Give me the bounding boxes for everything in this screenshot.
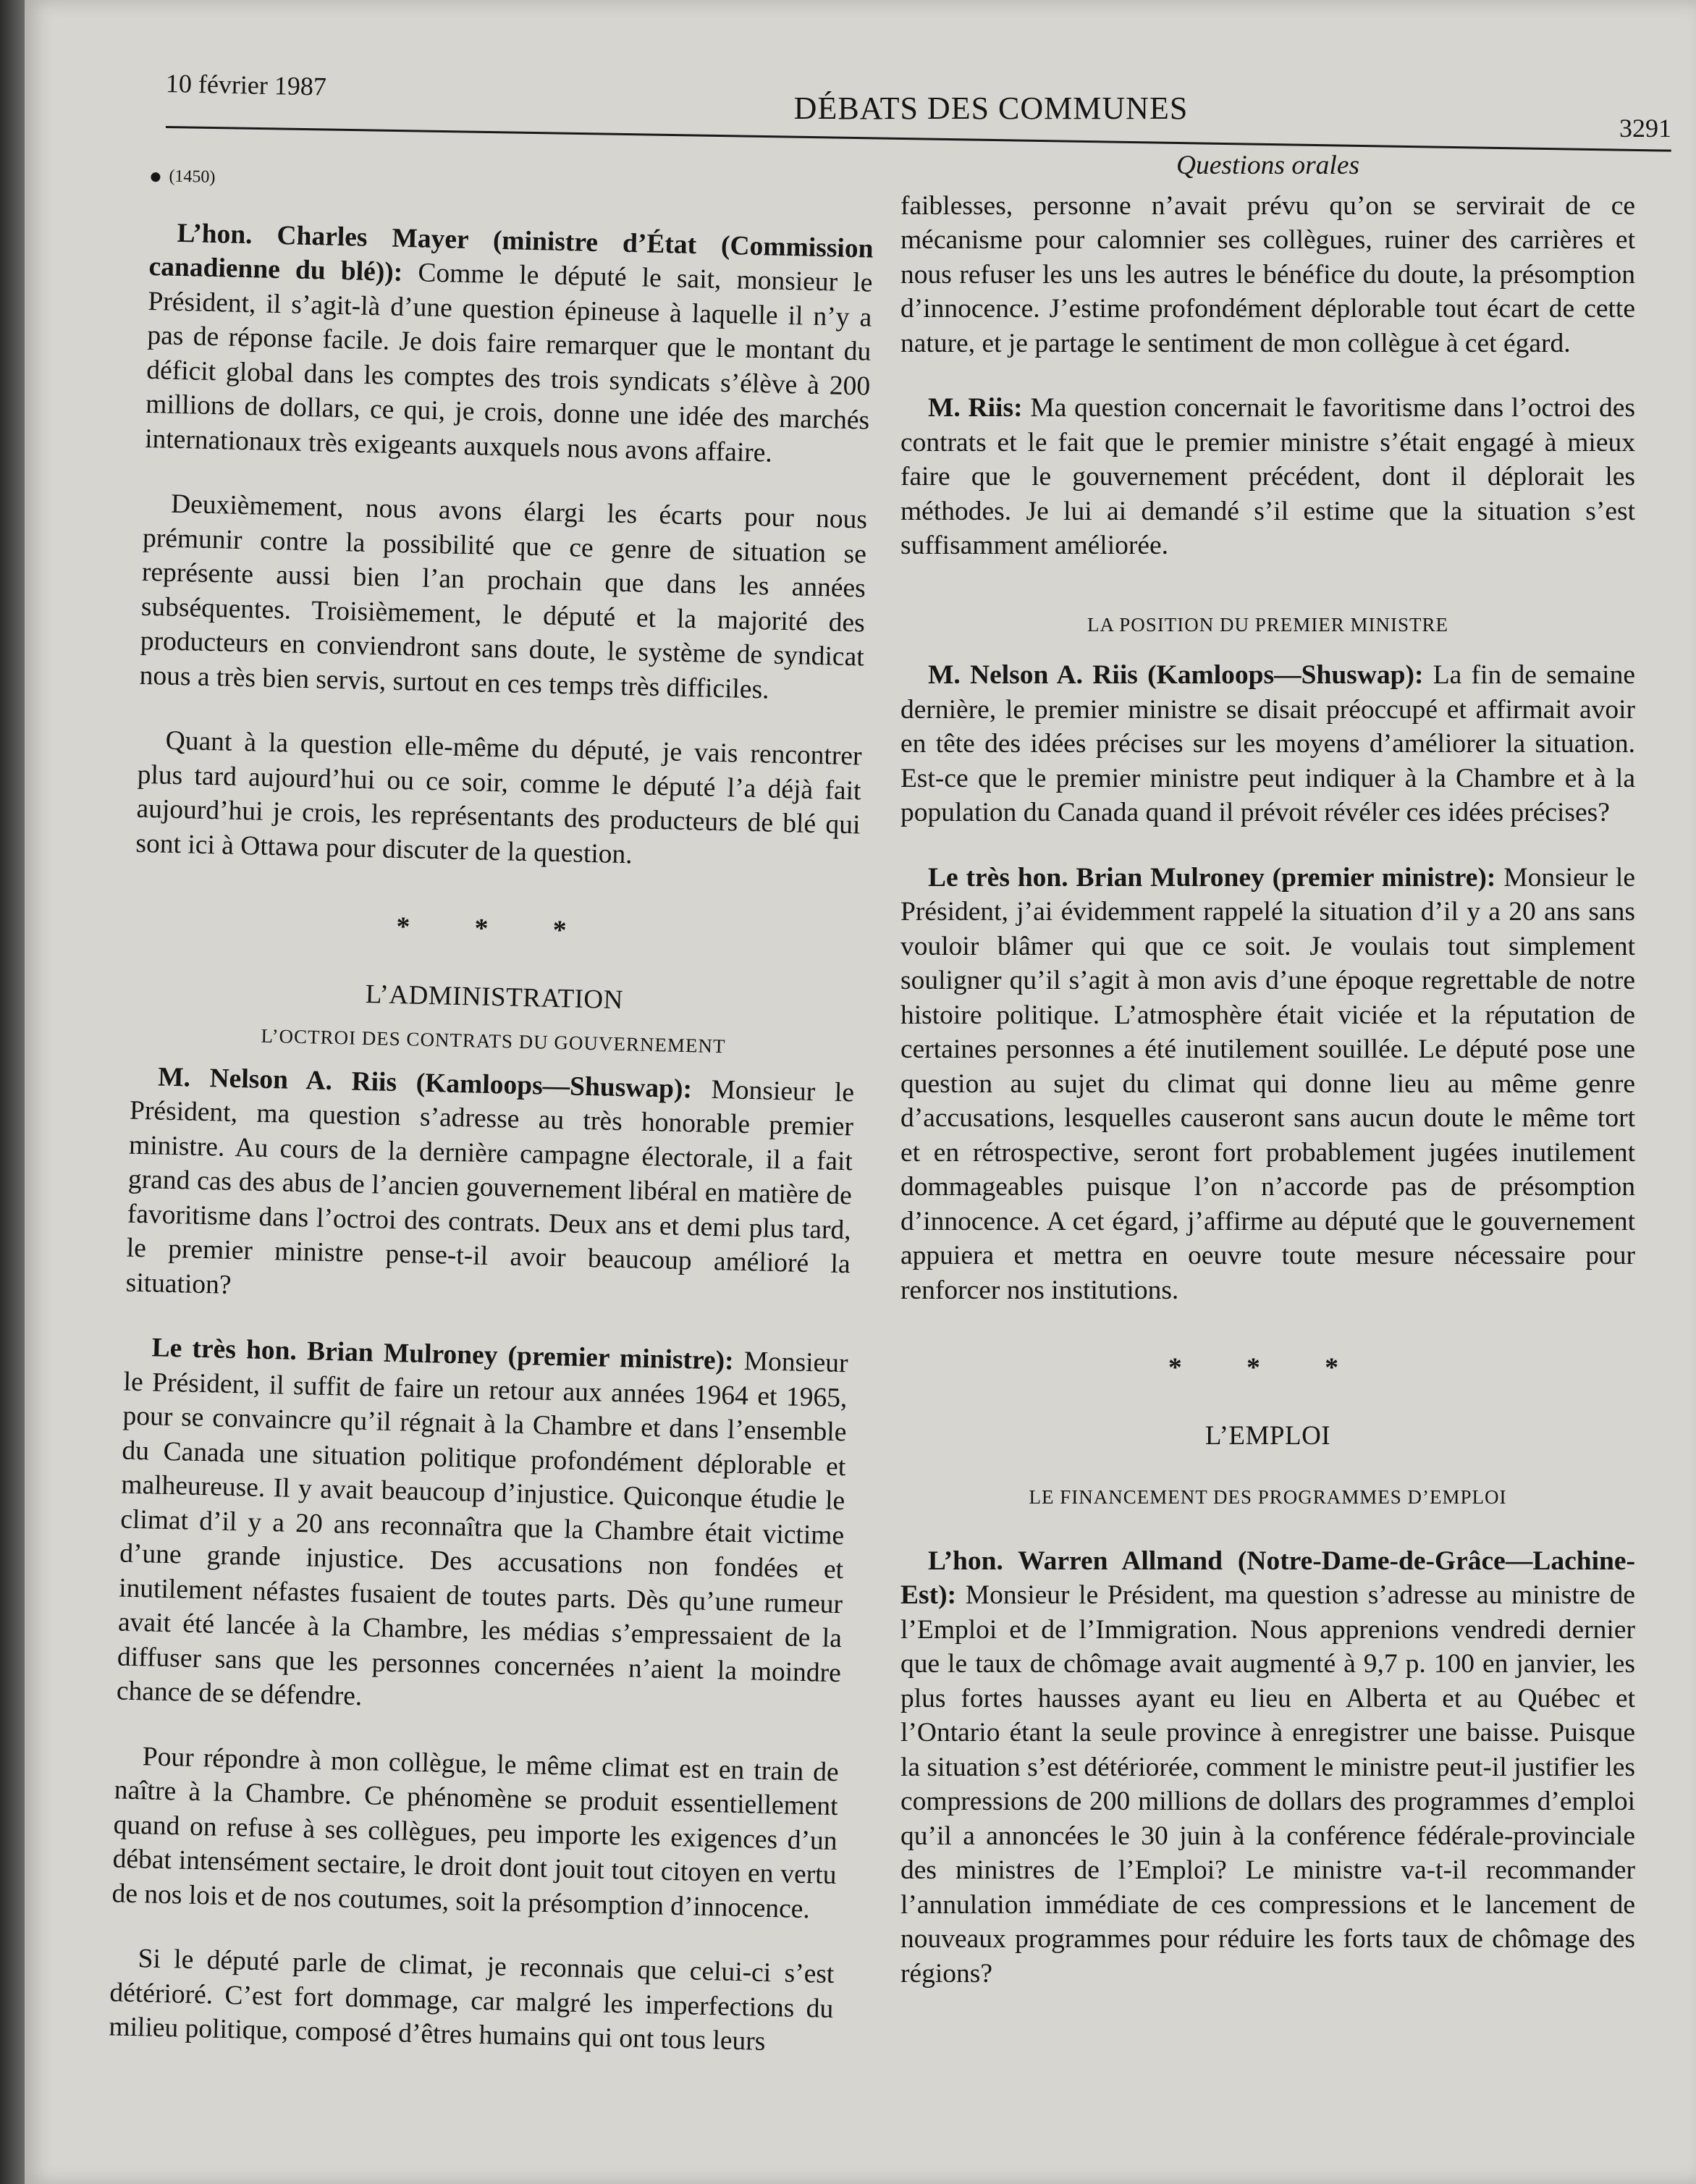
- speaker-mulroney: Le très hon. Brian Mulroney (premier ministre):: [928, 862, 1496, 893]
- subsection-title-position: LA POSITION DU PREMIER MINISTRE: [1087, 613, 1449, 636]
- paragraph-text: Monsieur le Président, j’ai évidemment rappelé la situation d’il y a 20 ans sans vouloir blâmer qui que ce soit. Je voulais tout simplement souligner qu’il s’agit à mon avis d’une époque regrettable de notre histoire politique. L’atmosphère était viciée et la réputation de certaines personnes a été inutilement souillée. Le député pose une question au sujet du climat qui donne lieu au même genre d’accusations, lesquelles causeront sans aucun doute le même tort et en rétrospective, seront fort probablement jugées inutilement dommageables puisque l’on n’accorde pas de présomption d’innocence. A cet égard, j’affirme au député que le gouvernement appuiera et mettra en oeuvre toute mesure nécessaire pour renforcer nos institutions.: [900, 862, 1635, 1305]
- paragraph-text: La fin de semaine dernière, le premier ministre se disait préoccupé et affirmait avoir en tête des idées précises sur les moyens d’améliorer la situation. Est-ce que le premier ministre peut indiquer à la Chambre et à la population du Canada quand il prévoit révéler ces idées précises?: [900, 660, 1635, 827]
- header-page-number: 3291: [1619, 114, 1671, 143]
- speaker-riis: M. Nelson A. Riis (Kamloops—Shuswap):: [928, 660, 1424, 690]
- paragraph: Pour répondre à mon collègue, le même climat est en train de naître à la Chambre. Ce phénomène se produit essentiellement quand on refuse à ses collègues, peu importe les exigences d’un débat intensément sectaire, le droit dont jouit tout citoyen en vertu de nos lois et de nos coutumes, soit la présomption d’innocence.: [111, 1741, 840, 1924]
- book-spine-shadow: [0, 0, 25, 2184]
- paragraph-riis: [125, 1059, 854, 1316]
- paragraph-text: Monsieur le Président, ma question s’adresse au très honorable premier ministre. Au cours de la dernière campagne électorale, il a fait grand cas des abus de l’ancien gouvernement libéral en matière de favoritisme dans l’octroi des contrats. Deux ans et demi plus tard, le premier ministre pense-t-il avoir beaucoup amélioré la situation?: [125, 1074, 855, 1300]
- time-marker: [151, 159, 875, 210]
- time-marker-text: (1450): [169, 166, 216, 187]
- page-header: [165, 65, 1671, 143]
- bullet-dot: [151, 172, 160, 182]
- paragraph-text: Monsieur le Président, ma question s’adresse au ministre de l’Emploi et de l’Immigration. Nous apprenions vendredi dernier que le taux de chômage avait augmenté à 9,7 p. 100 en janvier, les plus fortes hausses ayant eu lieu en Alberta et au Québec et l’Ontario étant la seule province à enregistrer une baisse. Puisque la situation s’est détériorée, comment le ministre peut-il justifier les compressions de 200 millions de dollars des programmes d’emploi qu’il a annoncées le 30 juin à la conférence fédérale-provinciale des ministres de l’Emploi? Le ministre va-t-il recommander l’annulation immédiate de ces compressions et le lancement de nouveaux programmes pour réduire les forts taux de chômage des régions?: [900, 1580, 1635, 1989]
- subsection-title-contrats: L’OCTROI DES CONTRATS DU GOUVERNEMENT: [261, 1024, 726, 1058]
- section-title-emploi: L’EMPLOI: [1205, 1420, 1331, 1451]
- left-column: [108, 159, 875, 2091]
- header-date: 10 février 1987: [165, 69, 327, 101]
- section-title-administration: L’ADMINISTRATION: [365, 979, 624, 1015]
- paragraph-text: Monsieur le Président, il suffit de faire un retour aux années 1964 et 1965, pour se convaincre qu’il régnait à la Chambre et dans l’ensemble du Canada une situation politique profondément déplorable et malheureuse. Il y avait beaucoup d’injustice. Quiconque étudie le climat d’il y a 20 ans reconnaîtra que la Chambre était victime d’une grande injustice. Des accusations non fondées et inutilement néfastes fusaient de toutes parts. Dès qu’une rumeur avait été lancée à la Chambre, les médias s’empressaient de la diffuser sans que les personnes concernées n’aient la moindre chance de se défendre.: [116, 1346, 848, 1712]
- paragraph-mayer: [145, 215, 874, 472]
- section-separator-stars: * * *: [1168, 1353, 1367, 1383]
- paragraph-riis-2: [900, 391, 1635, 563]
- subsection-title-financement: LE FINANCEMENT DES PROGRAMMES D’EMPLOI: [1029, 1486, 1507, 1508]
- paragraph: Quant à la question elle-même du député, je vais rencontrer plus tard aujourd’hui ou ce soir, comme le député l’a déjà fait aujourd’hui je crois, les représentants des producteurs de blé qui sont ici à Ottawa pour discuter de la question.: [135, 725, 863, 869]
- paragraph-mulroney-2: [900, 861, 1635, 1308]
- paragraph: Si le député parle de climat, je reconnais que celui-ci s’est détérioré. C’est fort dommage, car malgré les imperfections du milieu politique, composé d’êtres humains qui ont tous leurs: [108, 1944, 835, 2057]
- paragraph: faiblesses, personne n’avait prévu qu’on se servirait de ce mécanisme pour calomnier ses collègues, ruiner des carrières et nous refuser les uns les autres le bénéfice du doute, la présomption d’innocence. J’estime profondément déplorable tout écart de cette nature, et je partage le sentiment de mon collègue à cet égard.: [900, 190, 1635, 358]
- right-column: [900, 151, 1635, 2021]
- speaker-mayer: L’hon. Charles Mayer (ministre d’État (Commission canadienne du blé)):: [148, 218, 874, 287]
- speaker-mulroney: Le très hon. Brian Mulroney (premier ministre):: [151, 1333, 735, 1376]
- header-title: DÉBATS DES COMMUNES: [793, 90, 1189, 126]
- speaker-riis: M. Nelson A. Riis (Kamloops—Shuswap):: [157, 1062, 693, 1104]
- speaker-allmand: L’hon. Warren Allmand (Notre-Dame-de-Grâce—Lachine-Est):: [900, 1546, 1635, 1610]
- section-separator-stars: * * *: [396, 911, 596, 947]
- paragraph: Deuxièmement, nous avons élargi les écarts pour nous prémunir contre la possibilité que ce genre de situation se représente aussi bien l’an prochain que dans les années subséquentes. Troisièmement, le député et la majorité des producteurs en conviendront sans doute, le système de syndicat nous a très bien servis, surtout en ces temps très difficiles.: [139, 489, 868, 705]
- paragraph-mulroney: [116, 1331, 848, 1725]
- paragraph-allmand: [900, 1544, 1635, 1991]
- speaker-riis: M. Riis:: [928, 393, 1023, 423]
- hansard-page: [25, 0, 1696, 2184]
- paragraph-riis-3: [900, 658, 1635, 830]
- paragraph-text: Ma question concernait le favoritisme dans l’octroi des contrats et le fait que le premier ministre s’était engagé à mieux faire que le gouvernement précédent, dont il déplorait les méthodes. Je lui ai demandé s’il estime que la situation s’est suffisamment améliorée.: [900, 393, 1635, 560]
- running-head: Questions orales: [1176, 151, 1360, 180]
- paragraph-text: Comme le député le sait, monsieur le Président, il s’agit-là d’une question épineuse à laquelle il n’y a pas de réponse facile. Je dois faire remarquer que le montant du déficit global dans les comptes des trois syndicats s’élève à 200 millions de dollars, ce qui, je crois, donne une idée des marchés internationaux très exigeants auxquels nous avons affaire.: [144, 257, 873, 468]
